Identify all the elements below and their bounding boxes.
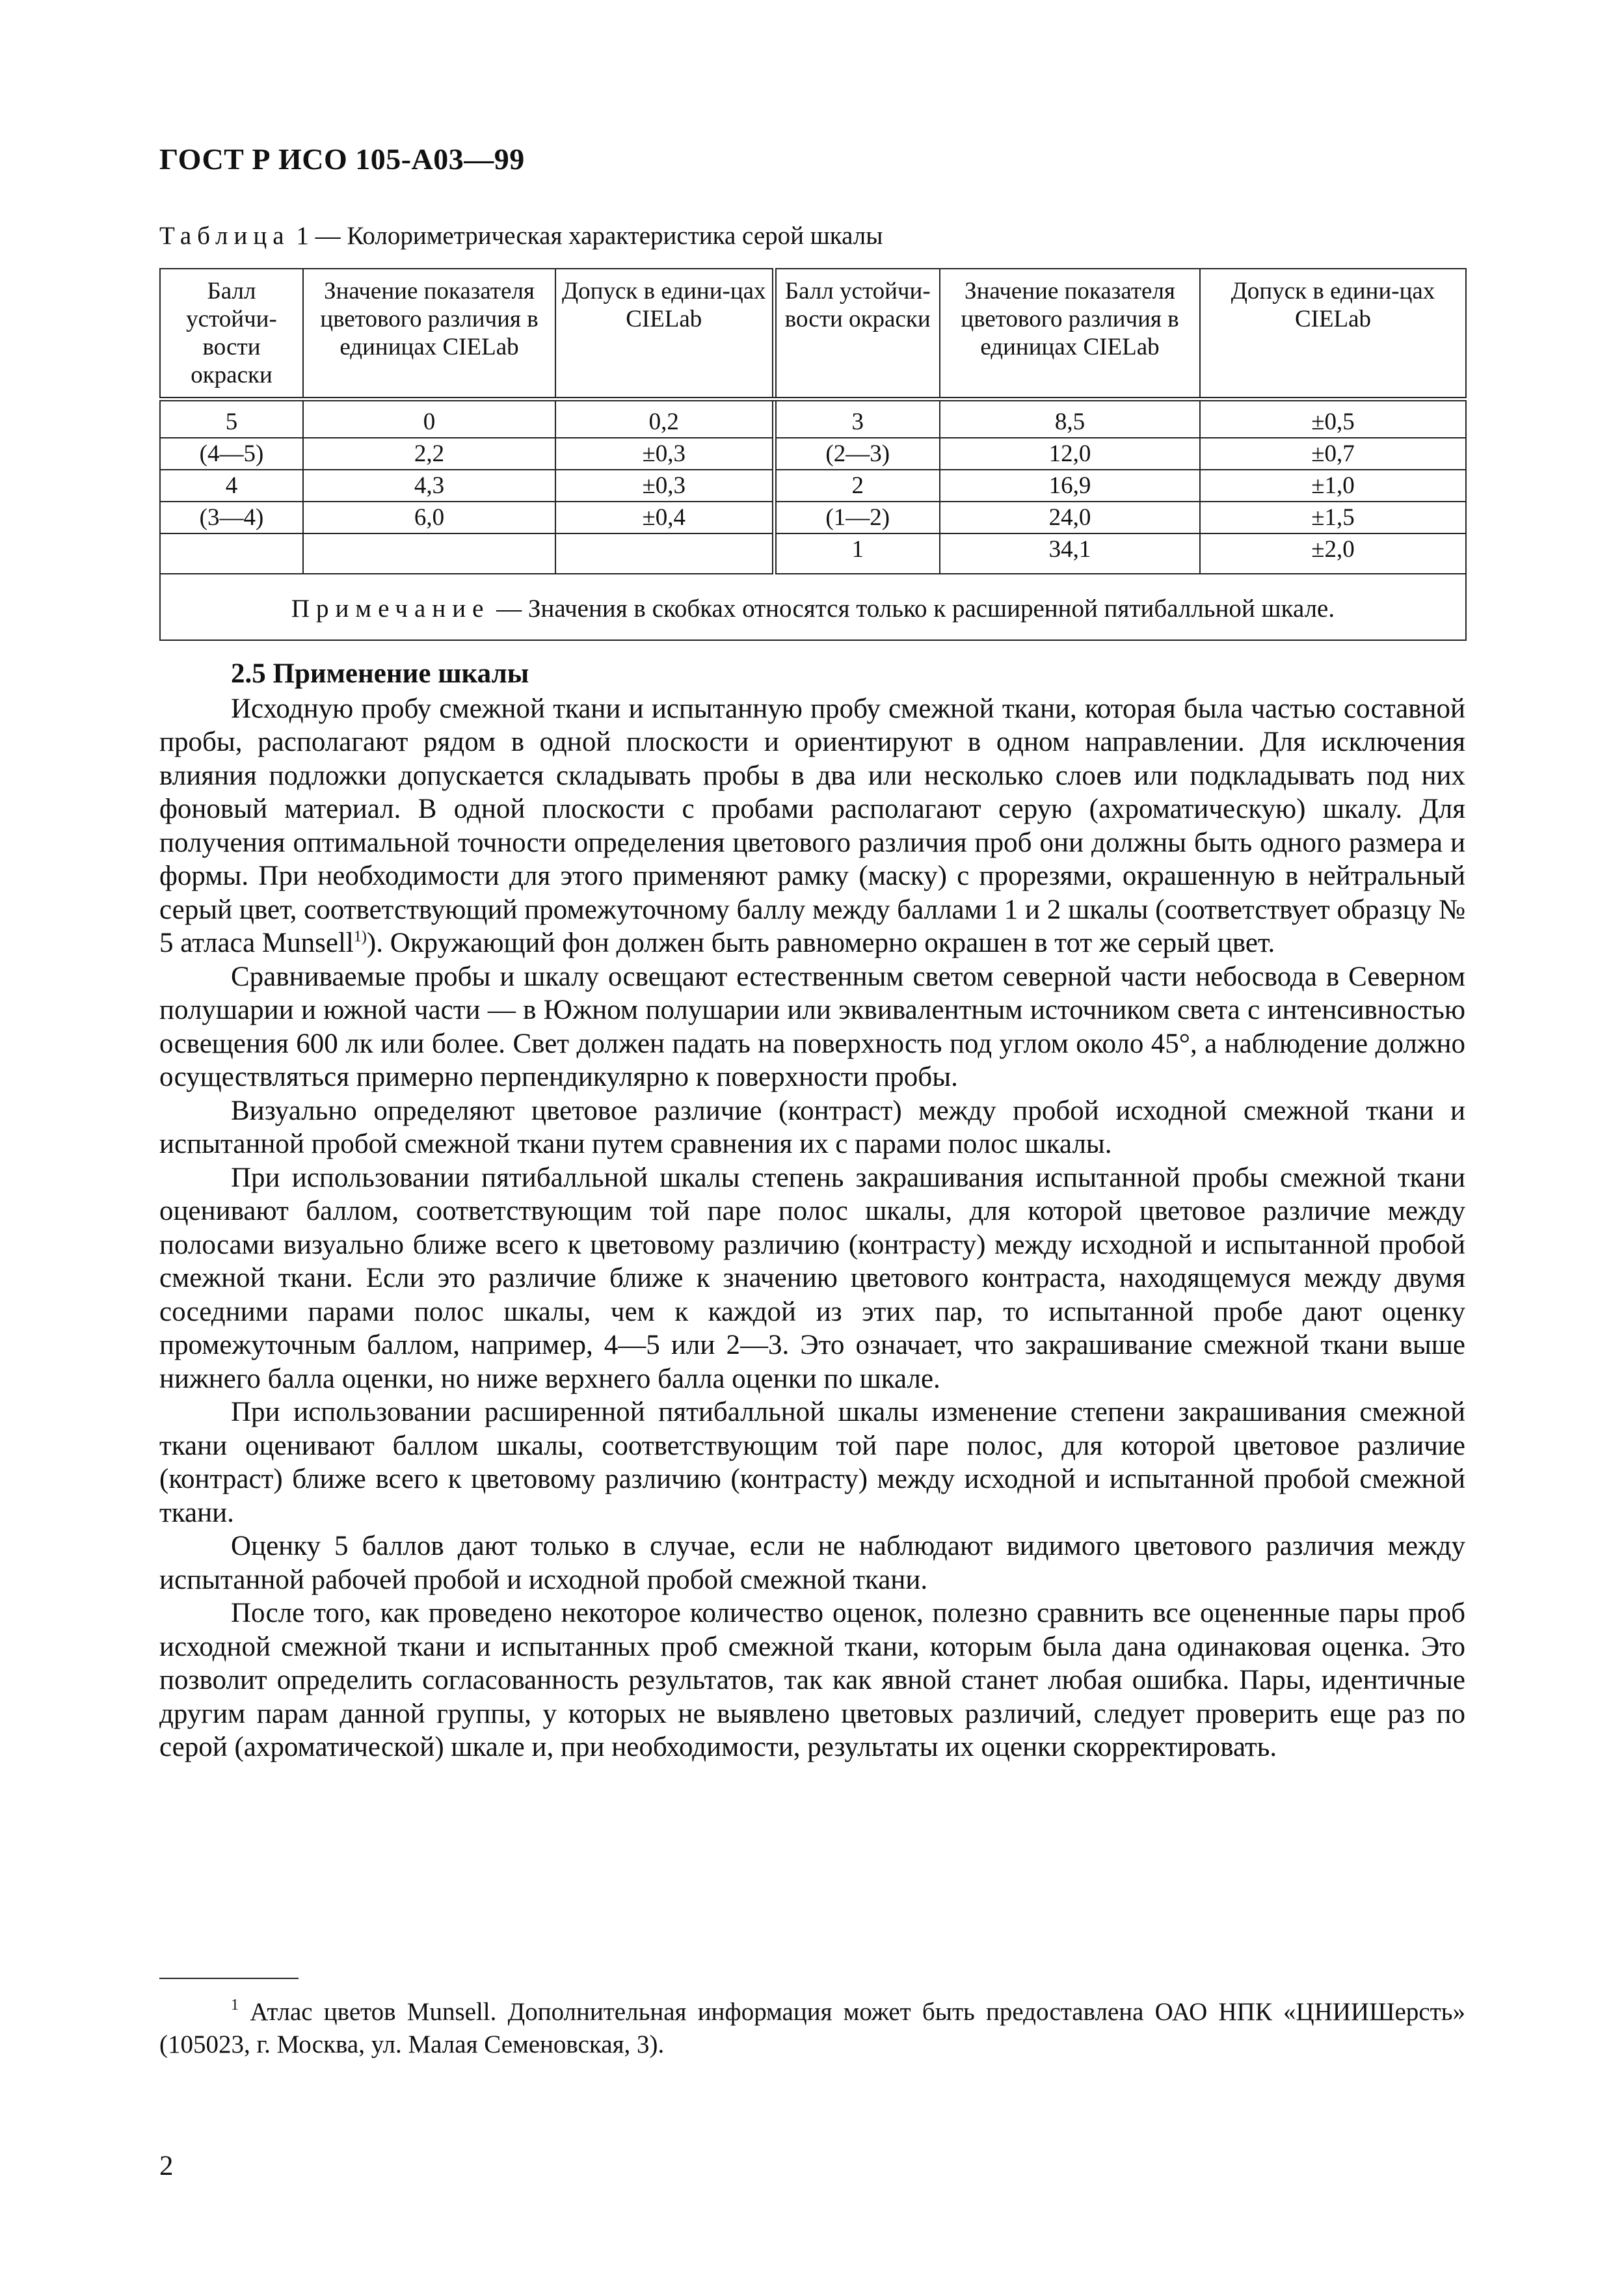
col-header-tolerance-2: Допуск в едини-цах CIELab xyxy=(1200,269,1466,399)
col-header-value-2: Значение показателя цветового различия в единицах CIELab xyxy=(940,269,1200,399)
table-row xyxy=(160,438,1466,470)
paragraph xyxy=(159,692,1465,960)
table-cell: 2,2 xyxy=(303,438,555,470)
table-row xyxy=(160,533,1466,574)
table-note-text: — Значения в скобках относятся только к расширенной пятибалльной шкале. xyxy=(490,594,1335,623)
table-cell: ±0,3 xyxy=(555,438,774,470)
table-cell xyxy=(160,533,303,574)
table-note xyxy=(160,574,1466,640)
table-cell: 6,0 xyxy=(303,502,555,533)
table-cell: 12,0 xyxy=(940,438,1200,470)
colorimetric-table xyxy=(159,268,1467,641)
paragraph: При использовании расширенной пятибалльной шкалы изменение степени закрашивания смежной ткани оценивают баллом шкалы, соответствующим той паре полос, для которой цветовое различие (контраст) ближе всего к цветовому различию (контрасту) между исходной и испытанной пробой смежной ткани. xyxy=(159,1397,1465,1528)
table-cell: 34,1 xyxy=(940,533,1200,574)
paragraph-text: ). Окружающий фон должен быть равномерно окрашен в тот же серый цвет. xyxy=(366,928,1275,958)
table-cell: 16,9 xyxy=(940,470,1200,502)
footnote xyxy=(159,1996,1465,2061)
table-caption-text: 1 — Колориметрическая характеристика серой шкалы xyxy=(289,222,883,250)
table-row xyxy=(160,502,1466,533)
table-cell: 0 xyxy=(303,399,555,438)
table-cell: 8,5 xyxy=(940,399,1200,438)
table-cell: 1 xyxy=(774,533,940,574)
col-header-grade-2: Балл устойчи-вости окраски xyxy=(774,269,940,399)
table-caption-label: Таблица xyxy=(159,222,290,250)
paragraph: Сравниваемые пробы и шкалу освещают естественным светом северной части небосвода в Северном полушарии и южной части — в Южном полушарии или эквивалентным источником света с интенсивностью освещения 600 лк или более. Свет должен падать на поверхность под углом около 45°, а наблюдение должно осуществляться примерно перпендикулярно к поверхности пробы. xyxy=(159,961,1465,1092)
table-cell: 2 xyxy=(774,470,940,502)
table-cell: ±0,3 xyxy=(555,470,774,502)
col-header-value: Значение показателя цветового различия в единицах CIELab xyxy=(303,269,555,399)
table-cell: ±1,0 xyxy=(1200,470,1466,502)
table-cell: (3—4) xyxy=(160,502,303,533)
section-body xyxy=(159,657,1465,1764)
table-cell: ±0,4 xyxy=(555,502,774,533)
table-caption xyxy=(159,221,883,250)
table-cell: 5 xyxy=(160,399,303,438)
paragraph-text: Исходную пробу смежной ткани и испытанную пробу смежной ткани, которая была частью составной пробы, располагают рядом в одной плоскости и ориентируют в одном направлении. Для исключения влияния подложки допускается складывать пробы в два или несколько слоев или подкладывать под них фоновый материал. В одной плоскости с пробами располагают серую (ахроматическую) шкалу. Для получения оптимальной точности определения цветового различия проб они должны быть одного размера и формы. При необходимости для этого применяют рамку (маску) с прорезями, окрашенную в нейтральный серый цвет, соответствующий промежуточному баллу между баллами 1 и 2 шкалы (соответствует образцу № 5 атласа Munsell xyxy=(159,693,1465,958)
table-cell: (2—3) xyxy=(774,438,940,470)
col-header-tolerance: Допуск в едини-цах CIELab xyxy=(555,269,774,399)
table-cell: ±2,0 xyxy=(1200,533,1466,574)
paragraph: При использовании пятибалльной шкалы степень закрашивания испытанной пробы смежной ткани оценивают баллом, соответствующим той паре полос шкалы, для которой цветовое различие между полосами визуально ближе всего к цветовому различию (контрасту) между исходной и испытанной пробой смежной ткани. Если это различие ближе к значению цветового контраста, находящемуся между двумя соседними парами полос шкалы, чем к каждой из этих пар, то испытанной пробе дают оценку промежуточным баллом, например, 4—5 или 2—3. Это означает, что закрашивание смежной ткани выше нижнего балла оценки, но ниже верхнего балла оценки по шкале. xyxy=(159,1162,1465,1394)
footnote-ref: 1) xyxy=(353,928,367,945)
table-cell: ±0,7 xyxy=(1200,438,1466,470)
paragraph: Оценку 5 баллов дают только в случае, если не наблюдают видимого цветового различия между испытанной рабочей пробой и исходной пробой смежной ткани. xyxy=(159,1531,1465,1595)
table-cell: 3 xyxy=(774,399,940,438)
paragraph: Визуально определяют цветовое различие (контраст) между пробой исходной смежной ткани и испытанной пробой смежной ткани путем сравнения их с парами полос шкалы. xyxy=(159,1095,1465,1159)
table-row xyxy=(160,399,1466,438)
table-cell: ±1,5 xyxy=(1200,502,1466,533)
table-cell: (4—5) xyxy=(160,438,303,470)
table-cell: 4,3 xyxy=(303,470,555,502)
footnote-divider xyxy=(159,1978,299,1979)
paragraph: После того, как проведено некоторое количество оценок, полезно сравнить все оцененные пары проб исходной смежной ткани и испытанных проб смежной ткани, которым была дана одинаковая оценка. Это позволит определить согласованность результатов, так как явной станет любая ошибка. Пары, идентичные другим парам данной группы, у которых не выявлено цветовых различий, следует проверить еще раз по серой (ахроматической) шкале и, при необходимости, результаты их оценки скорректировать. xyxy=(159,1598,1465,1762)
table-note-label: Примечание xyxy=(291,594,490,623)
page-number: 2 xyxy=(159,2151,174,2181)
table-cell: 0,2 xyxy=(555,399,774,438)
table-cell xyxy=(303,533,555,574)
table-cell: ±0,5 xyxy=(1200,399,1466,438)
page-header-title: ГОСТ Р ИСО 105-А03—99 xyxy=(159,142,525,176)
col-header-grade: Балл устойчи-вости окраски xyxy=(160,269,303,399)
table-note-row xyxy=(160,574,1466,640)
table-cell: (1—2) xyxy=(774,502,940,533)
section-heading: 2.5 Применение шкалы xyxy=(231,658,529,689)
table-cell xyxy=(555,533,774,574)
table-cell: 24,0 xyxy=(940,502,1200,533)
table-header-row xyxy=(160,269,1466,399)
footnote-text: Атлас цветов Munsell. Дополнительная информация может быть предоставлена ОАО НПК «ЦНИИШерсть» (105023, г. Москва, ул. Малая Семеновская, 3). xyxy=(159,1998,1465,2058)
table-cell: 4 xyxy=(160,470,303,502)
table-row xyxy=(160,470,1466,502)
footnote-marker: 1 xyxy=(231,1997,239,2014)
